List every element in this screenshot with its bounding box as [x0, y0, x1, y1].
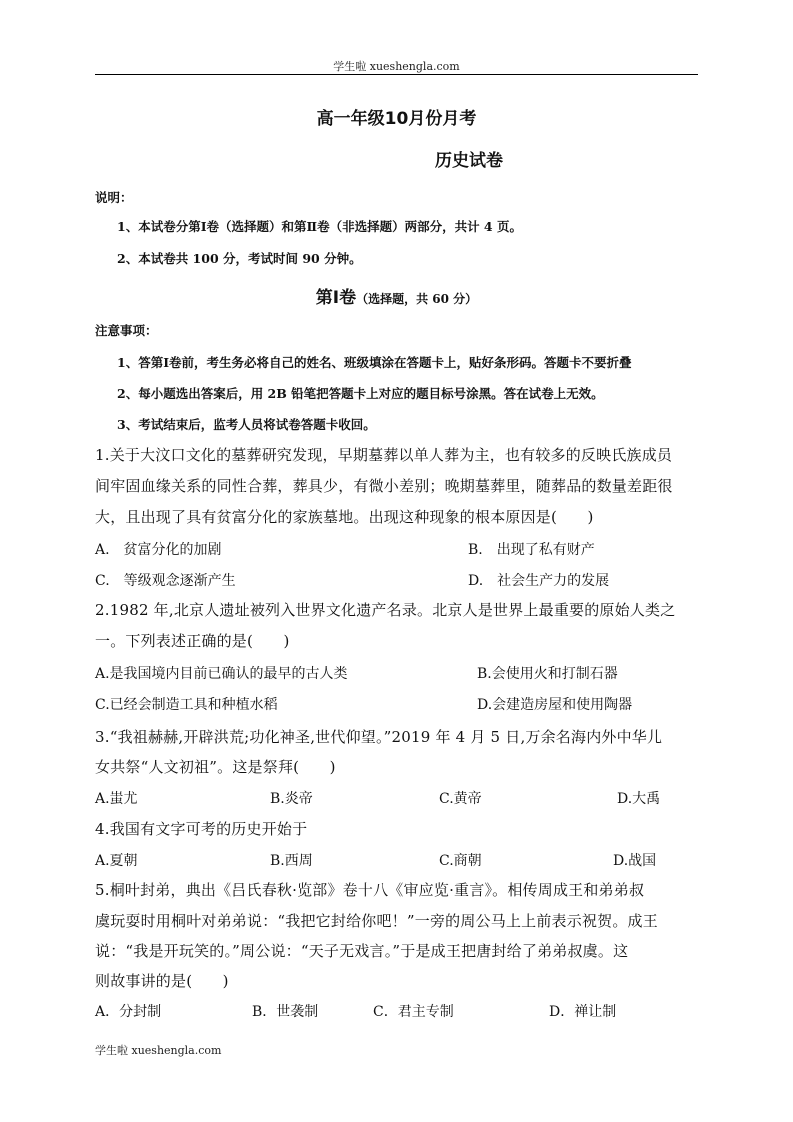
question-2-option-d: D.会建造房屋和使用陶器 [477, 697, 633, 713]
question-3-line: 女共祭“人文初祖”。这是祭拜( ) [95, 758, 336, 776]
question-5-option-d: D．禅让制 [549, 1004, 617, 1020]
question-4-option-d: D.战国 [613, 853, 657, 869]
question-1-option-d: D. 社会生产力的发展 [468, 573, 610, 589]
exam-title: 高一年级10月份月考 [316, 109, 477, 129]
page-header-site: 学生啦 xueshengla.com [333, 60, 460, 73]
question-4-option-a: A.夏朝 [95, 853, 138, 869]
question-3-option-c: C.黄帝 [439, 791, 482, 807]
question-5-line: 5.桐叶封弟，典出《吕氏春秋·览部》卷十八《审应览·重言》。相传周成王和弟弟叔 [95, 881, 645, 899]
notice-label: 注意事项： [95, 323, 158, 338]
question-1-option-c: C. 等级观念逐渐产生 [95, 573, 236, 589]
question-2-option-b: B.会使用火和打制石器 [477, 666, 618, 682]
question-5-option-c: C．君主专制 [373, 1004, 454, 1020]
question-5-option-a: A．分封制 [95, 1004, 162, 1020]
question-3-option-d: D.大禹 [617, 791, 661, 807]
exam-subject: 历史试卷 [435, 151, 503, 171]
question-4-line: 4.我国有文字可考的历史开始于 [95, 820, 308, 838]
question-3-option-a: A.蚩尤 [95, 791, 138, 807]
question-2-line: 一。下列表述正确的是( ) [95, 632, 290, 650]
question-3-option-b: B.炎帝 [270, 791, 313, 807]
question-1-line: 间牢固血缘关系的同性合葬，葬具少，有微小差别；晚期墓葬里，随葬品的数量差距很 [95, 477, 673, 495]
question-1-option-a: A. 贫富分化的加剧 [95, 542, 222, 558]
question-2-option-c: C.已经会制造工具和种植水稻 [95, 697, 278, 713]
notes-item: 2、本试卷共 100 分，考试时间 90 分钟。 [117, 251, 362, 266]
section-heading [0, 283, 793, 308]
header-divider [95, 74, 698, 75]
question-5-line: 则故事讲的是( ) [95, 972, 229, 990]
question-5-option-b: B．世袭制 [252, 1004, 319, 1020]
notes-label: 说明： [95, 190, 133, 205]
notice-item: 3、考试结束后，监考人员将试卷答题卡收回。 [117, 417, 376, 432]
question-2-option-a: A.是我国境内目前已确认的最早的古人类 [95, 666, 348, 682]
question-1-option-b: B. 出现了私有财产 [468, 542, 595, 558]
question-5-line: 虞玩耍时用桐叶对弟弟说：“我把它封给你吧！”一旁的周公马上上前表示祝贺。成王 [95, 912, 658, 930]
question-4-option-c: C.商朝 [439, 853, 482, 869]
page-footer-site: 学生啦 xueshengla.com [95, 1044, 222, 1057]
section-title: 第Ⅰ卷 [315, 288, 357, 308]
notice-item: 1、答第Ⅰ卷前，考生务必将自己的姓名、班级填涂在答题卡上，贴好条形码。答题卡不要折叠 [117, 355, 632, 370]
question-3-line: 3.“我祖赫赫,开辟洪荒;功化神圣,世代仰望。”2019 年 4 月 5 日,万余名海内外中华儿 [95, 728, 663, 746]
notice-item: 2、每小题选出答案后，用 2B 铅笔把答题卡上对应的题目标号涂黑。答在试卷上无效。 [117, 386, 604, 401]
question-1-line: 1.关于大汶口文化的墓葬研究发现，早期墓葬以单人葬为主，也有较多的反映氏族成员 [95, 446, 673, 464]
section-subtitle: （选择题，共 60 分） [356, 292, 478, 306]
question-5-line: 说：“我是开玩笑的。”周公说：“天子无戏言。”于是成王把唐封给了弟弟叔虞。这 [95, 942, 629, 960]
question-1-line: 大，且出现了具有贫富分化的家族墓地。出现这种现象的根本原因是( ) [95, 508, 594, 526]
question-2-line: 2.1982 年,北京人遗址被列入世界文化遗产名录。北京人是世界上最重要的原始人类之 [95, 601, 676, 619]
question-4-option-b: B.西周 [270, 853, 313, 869]
notes-item: 1、本试卷分第Ⅰ卷（选择题）和第Ⅱ卷（非选择题）两部分，共计 4 页。 [117, 219, 522, 234]
